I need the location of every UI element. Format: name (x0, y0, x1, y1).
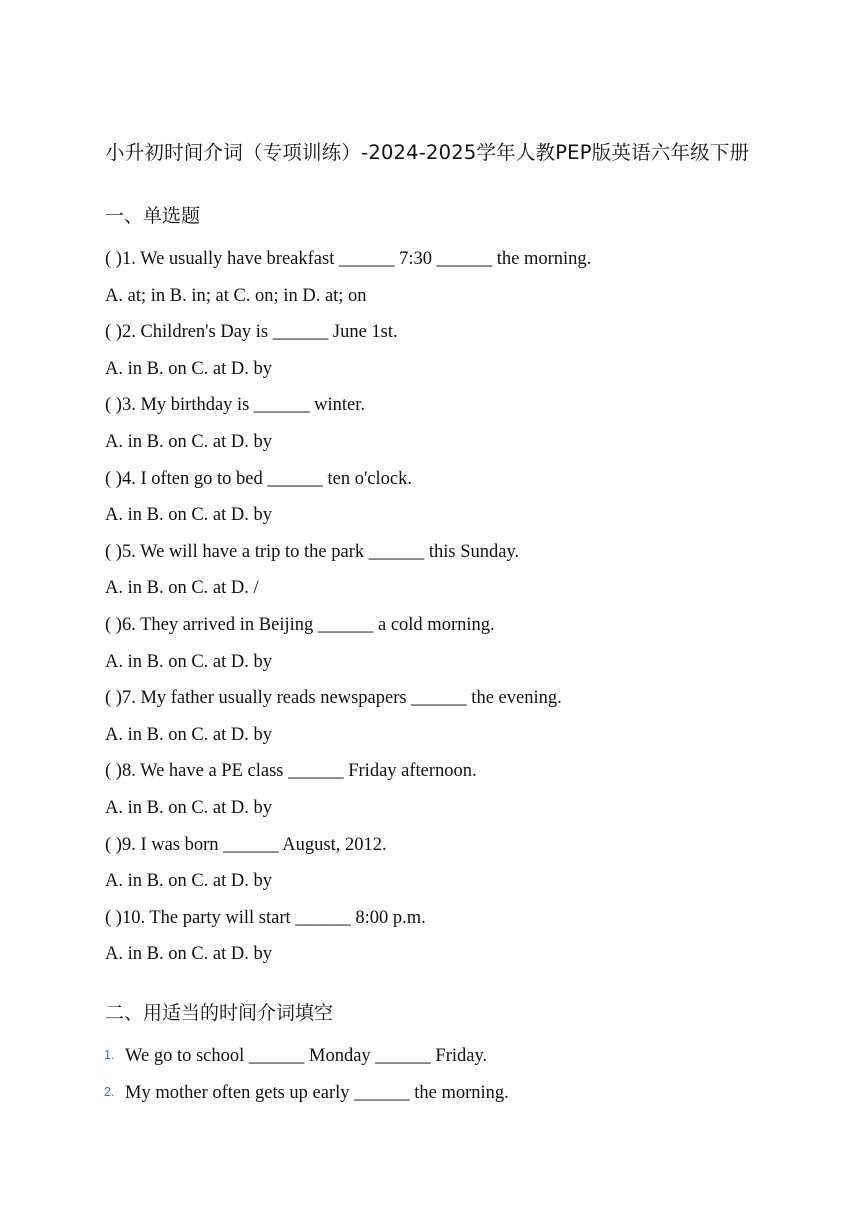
question-stem: ( )4. I often go to bed ______ ten o'clock. (105, 468, 412, 489)
fill-in-list (104, 1042, 804, 1116)
question-stem: ( )2. Children's Day is ______ June 1st. (105, 322, 398, 343)
multiple-choice-list (105, 246, 805, 978)
section-heading-multiple-choice: 一、单选题 (105, 205, 201, 227)
question-stem: ( )7. My father usually reads newspapers ______ the evening. (105, 688, 562, 709)
question-stem: ( )1. We usually have breakfast ______ 7:30 ______ the morning. (105, 249, 592, 269)
section-heading-fill-in: 二、用适当的时间介词填空 (105, 1002, 334, 1024)
question-options: A. in B. on C. at D. by (105, 871, 273, 892)
question-stem: ( )3. My birthday is ______ winter. (105, 395, 366, 416)
question-stem: ( )9. I was born ______ August, 2012. (105, 834, 387, 855)
question-options: A. in B. on C. at D. by (105, 651, 273, 672)
question-options: A. in B. on C. at D. by (105, 431, 273, 452)
question-options: A. in B. on C. at D. by (105, 944, 273, 965)
page-title: 小升初时间介词（专项训练）-2024-2025学年人教PEP版英语六年级下册 (105, 141, 750, 164)
list-item-number: 2. (104, 1085, 115, 1099)
list-item-number: 1. (104, 1048, 115, 1062)
question-options: A. in B. on C. at D. by (105, 505, 273, 526)
list-item-text: My mother often gets up early ______ the morning. (125, 1083, 509, 1103)
question-options: A. in B. on C. at D. by (105, 358, 273, 379)
question-stem: ( )6. They arrived in Beijing ______ a cold morning. (105, 614, 495, 635)
question-options: A. in B. on C. at D. by (105, 797, 273, 818)
question-stem: ( )5. We will have a trip to the park ______ this Sunday. (105, 541, 520, 562)
question-options: A. in B. on C. at D. / (105, 578, 259, 599)
question-stem: ( )8. We have a PE class ______ Friday afternoon. (105, 761, 477, 782)
question-options: A. in B. on C. at D. by (105, 724, 273, 745)
list-item-text: We go to school ______ Monday ______ Friday. (125, 1046, 488, 1066)
list-item (104, 1079, 804, 1116)
question-options: A. at; in B. in; at C. on; in D. at; on (105, 285, 367, 306)
list-item (104, 1042, 804, 1079)
question-stem: ( )10. The party will start ______ 8:00 p.m. (105, 907, 426, 928)
